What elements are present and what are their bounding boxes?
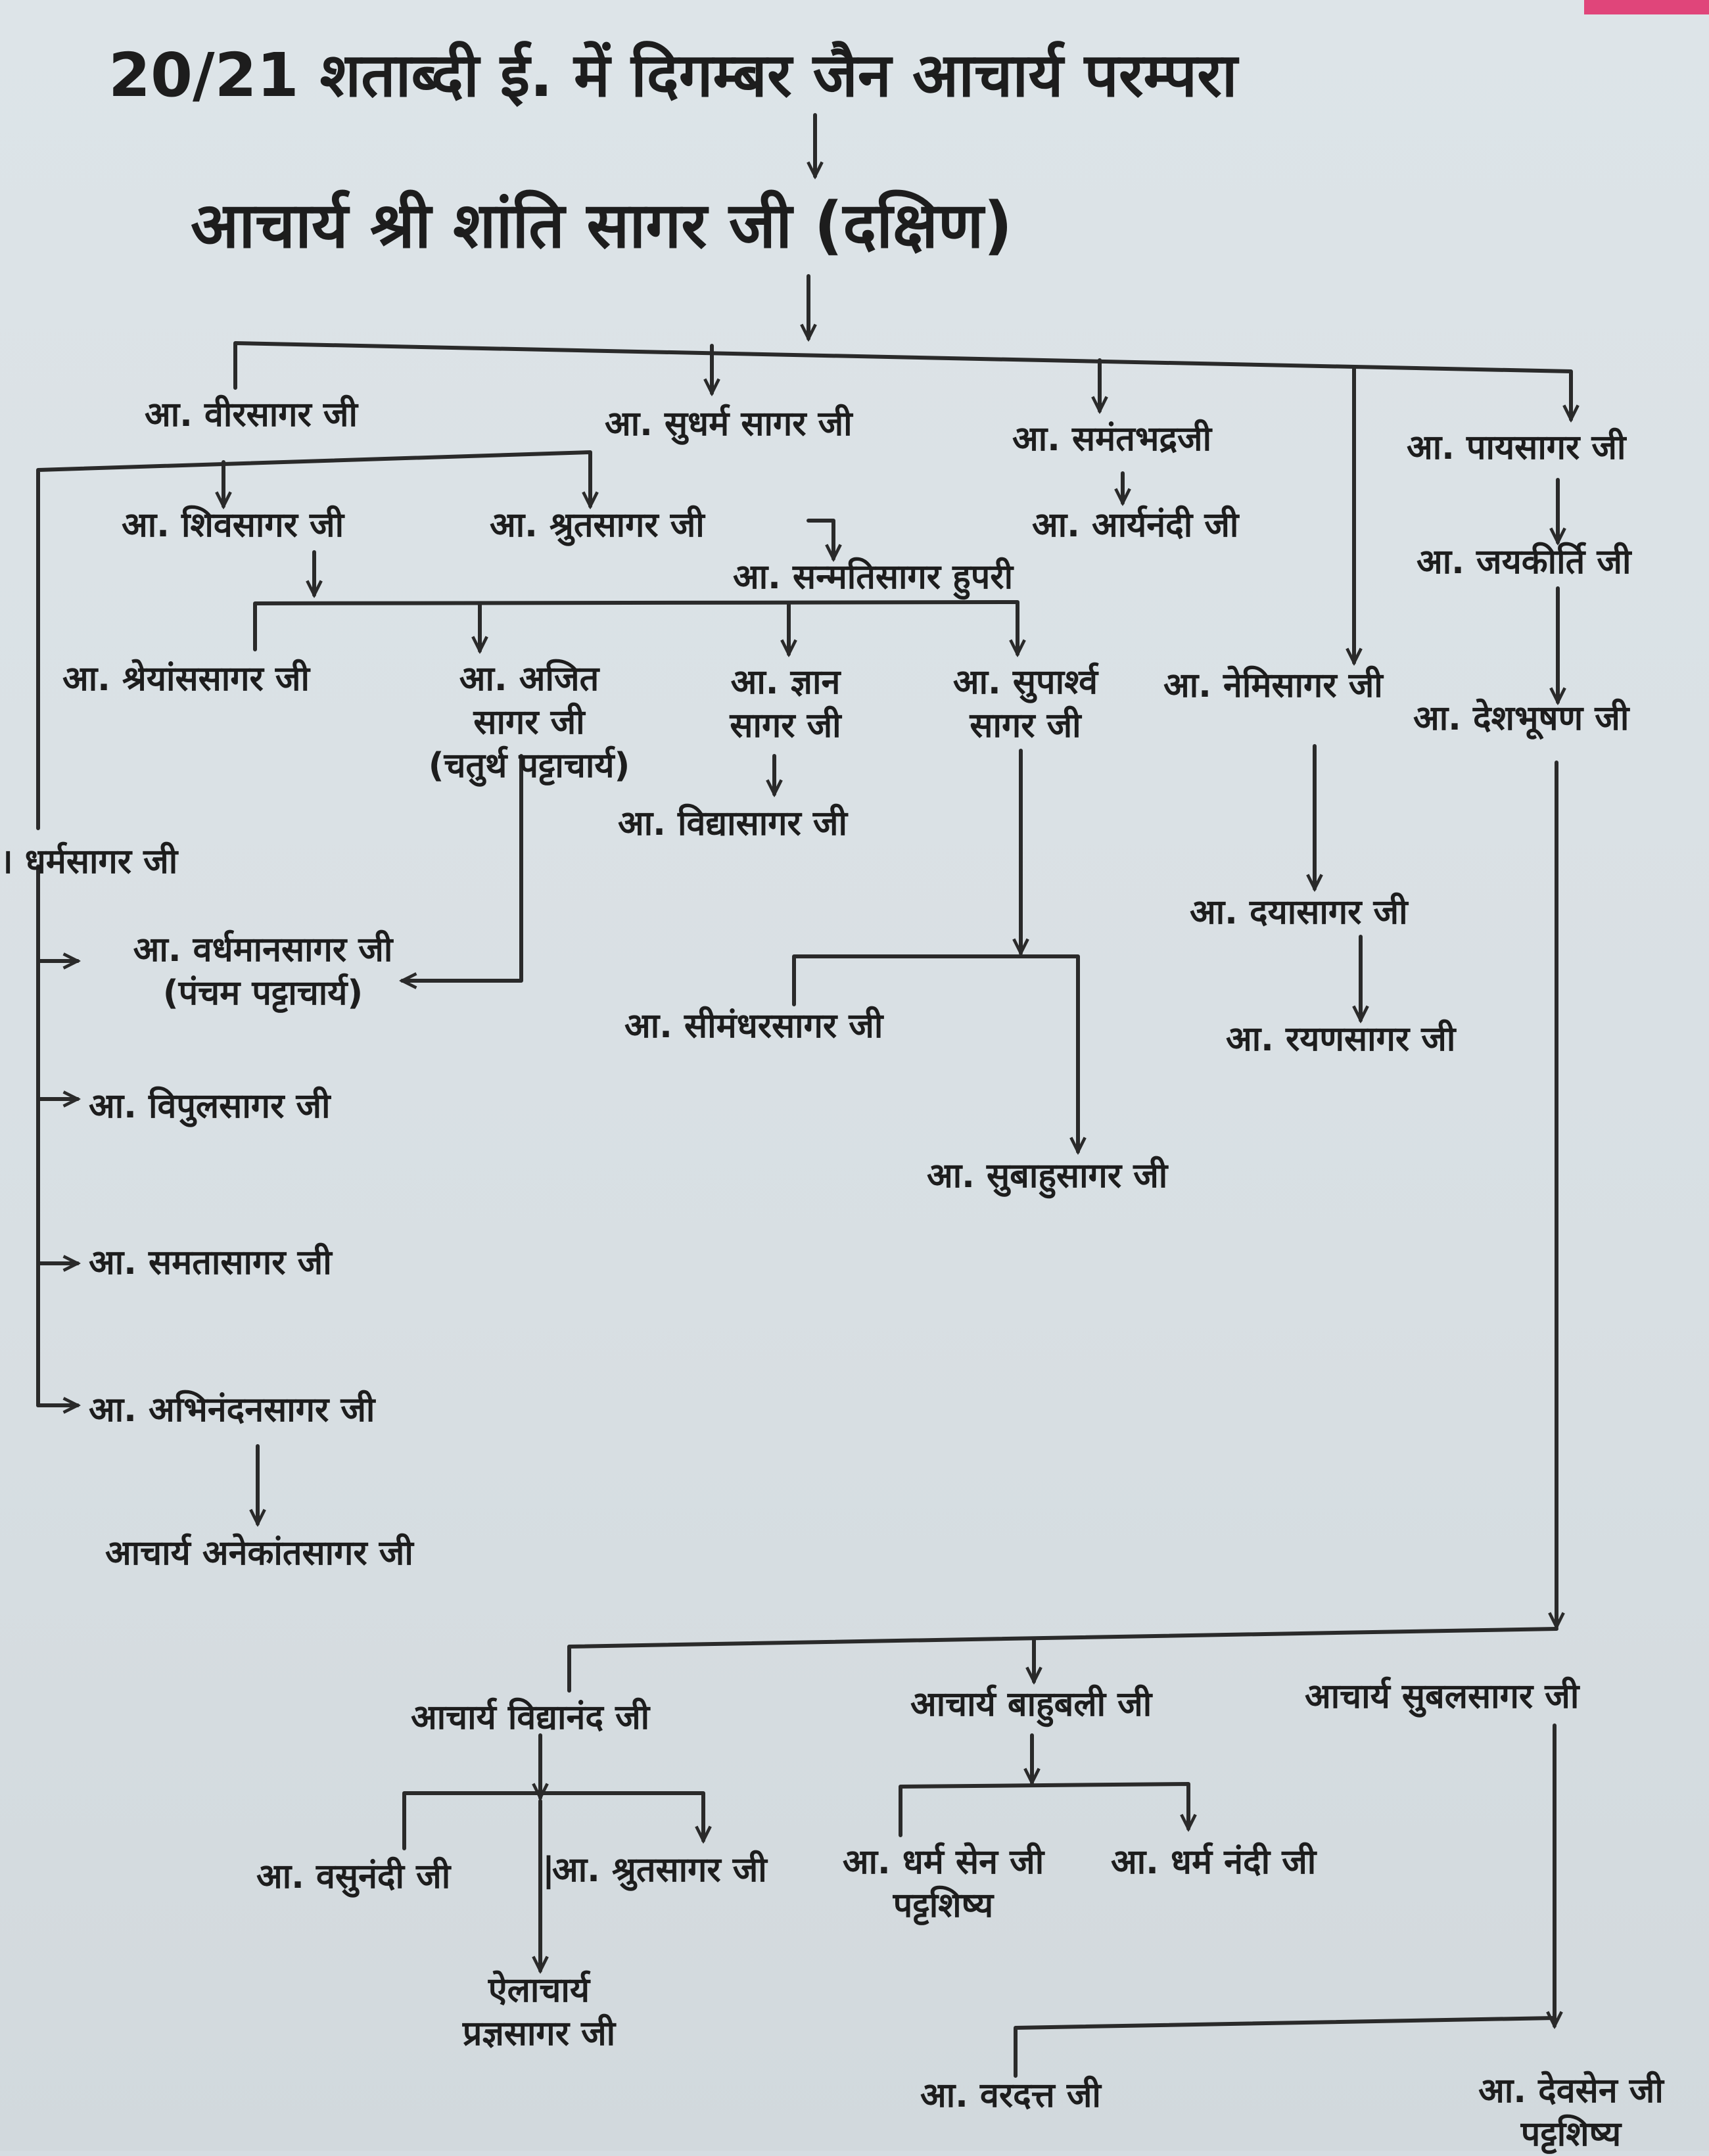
node-bahubali: आचार्य बाहुबली जी bbox=[910, 1685, 1152, 1724]
node-samatasagar: आ. समतासागर जी bbox=[89, 1243, 332, 1282]
node-dharmsen-line-1: आ. धर्म सेन जी bbox=[842, 1842, 1044, 1882]
node-virsagar: आ. वीरसागर जी bbox=[145, 395, 358, 434]
root-node: आचार्य श्री शांति सागर जी (दक्षिण) bbox=[191, 189, 1013, 262]
node-anekantsagar: आचार्य अनेकांतसागर जी bbox=[105, 1534, 413, 1573]
node-payasagar: आ. पायसागर जी bbox=[1407, 428, 1626, 467]
node-vardhamansagar-line-1: आ. वर्धमानसागर जी bbox=[133, 930, 393, 970]
node-gyansagar bbox=[693, 661, 878, 747]
connector bbox=[255, 602, 1018, 654]
node-shrutsagar-2: आ. श्रुतसागर जी bbox=[552, 1850, 767, 1890]
connector bbox=[901, 1784, 1188, 1835]
node-vardhamansagar bbox=[79, 928, 447, 1015]
node-vipulsagar: आ. विपुलसागर जी bbox=[89, 1087, 331, 1126]
node-dharmsagar: । धर्मसागर जी bbox=[0, 842, 178, 881]
node-ajitsagar-line-2: सागर जी bbox=[473, 703, 585, 742]
node-aryanandi: आ. आर्यनंदी जी bbox=[1032, 505, 1239, 545]
connector bbox=[235, 343, 1571, 419]
node-ajitsagar bbox=[391, 657, 667, 787]
node-suparshvasagar-line-1: आ. सुपार्श्व bbox=[952, 663, 1098, 702]
node-sudharmsagar: आ. सुधर्म सागर जी bbox=[605, 404, 853, 444]
node-devsen-line-1: आ. देवसेन जी bbox=[1478, 2071, 1664, 2111]
node-ajitsagar-line-1: आ. अजित bbox=[459, 659, 599, 699]
node-jaykirti: आ. जयकीर्ति जी bbox=[1416, 542, 1631, 582]
node-gyansagar-line-1: आ. ज्ञान bbox=[730, 663, 841, 702]
node-dharmsen-line-2: पट्टशिष्य bbox=[893, 1886, 994, 1925]
node-pragyasagar-line-2: प्रज्ञसागर जी bbox=[462, 2014, 616, 2053]
node-shivsagar: आ. शिवसागर जी bbox=[122, 505, 344, 545]
node-pragyasagar-line-1: ऐलाचार्य bbox=[488, 1971, 590, 2010]
node-devsen-line-2: पट्टशिष्य bbox=[1520, 2115, 1622, 2154]
node-deshbhushan: आ. देशभूषण जी bbox=[1413, 699, 1629, 738]
node-dayasagar: आ. दयासागर जी bbox=[1190, 893, 1408, 932]
node-subahusagar: आ. सुबाहुसागर जी bbox=[927, 1156, 1168, 1196]
node-dharmnandi: आ. धर्म नंदी जी bbox=[1111, 1842, 1317, 1882]
node-abhinandansagar: आ. अभिनंदनसागर जी bbox=[89, 1390, 375, 1430]
node-pragyasagar bbox=[421, 1969, 657, 2055]
node-rayansagar: आ. रयणसागर जी bbox=[1226, 1019, 1456, 1059]
node-vardhamansagar-line-2: (पंचम पट्टाचार्य) bbox=[162, 973, 363, 1013]
node-vidyanand: आचार्य विद्यानंद जी bbox=[411, 1698, 650, 1737]
node-devsen bbox=[1440, 2069, 1702, 2156]
chart-title: 20/21 शताब्दी ई. में दिगम्बर जैन आचार्य परम्परा bbox=[108, 40, 1238, 110]
node-vasunandi: आ. वसुनंदी जी bbox=[256, 1857, 451, 1896]
node-ajitsagar-line-3: (चतुर्थ पट्टाचार्य) bbox=[428, 746, 630, 785]
connector bbox=[1016, 2018, 1555, 2076]
node-dharmsen bbox=[805, 1840, 1081, 1927]
node-shreyanssagar: आ. श्रेयांससागर जी bbox=[62, 659, 310, 699]
divider-bar: | bbox=[542, 1850, 555, 1890]
node-subalsagar: आचार्य सुबलसागर जी bbox=[1305, 1677, 1580, 1716]
connector bbox=[808, 521, 833, 559]
node-vidyasagar: आ. विद्यासागर जी bbox=[618, 804, 847, 843]
node-gyansagar-line-2: सागर जी bbox=[730, 706, 841, 745]
node-nemisagar: आ. नेमिसागर जी bbox=[1163, 666, 1383, 705]
node-sanmatisagar: आ. सन्मतिसागर हुपरी bbox=[733, 557, 1014, 597]
connector bbox=[404, 1793, 703, 1848]
node-suparshvasagar-line-2: सागर जी bbox=[970, 706, 1081, 745]
node-shrutsagar-1: आ. श्रुतसागर जी bbox=[490, 505, 705, 545]
node-samantbhadra: आ. समंतभद्रजी bbox=[1012, 419, 1212, 459]
connector bbox=[794, 956, 1078, 1152]
node-suparshvasagar bbox=[920, 661, 1131, 747]
node-simandharsagar: आ. सीमंधरसागर जी bbox=[624, 1006, 883, 1046]
node-varadatt: आ. वरदत्त जी bbox=[920, 2076, 1101, 2115]
